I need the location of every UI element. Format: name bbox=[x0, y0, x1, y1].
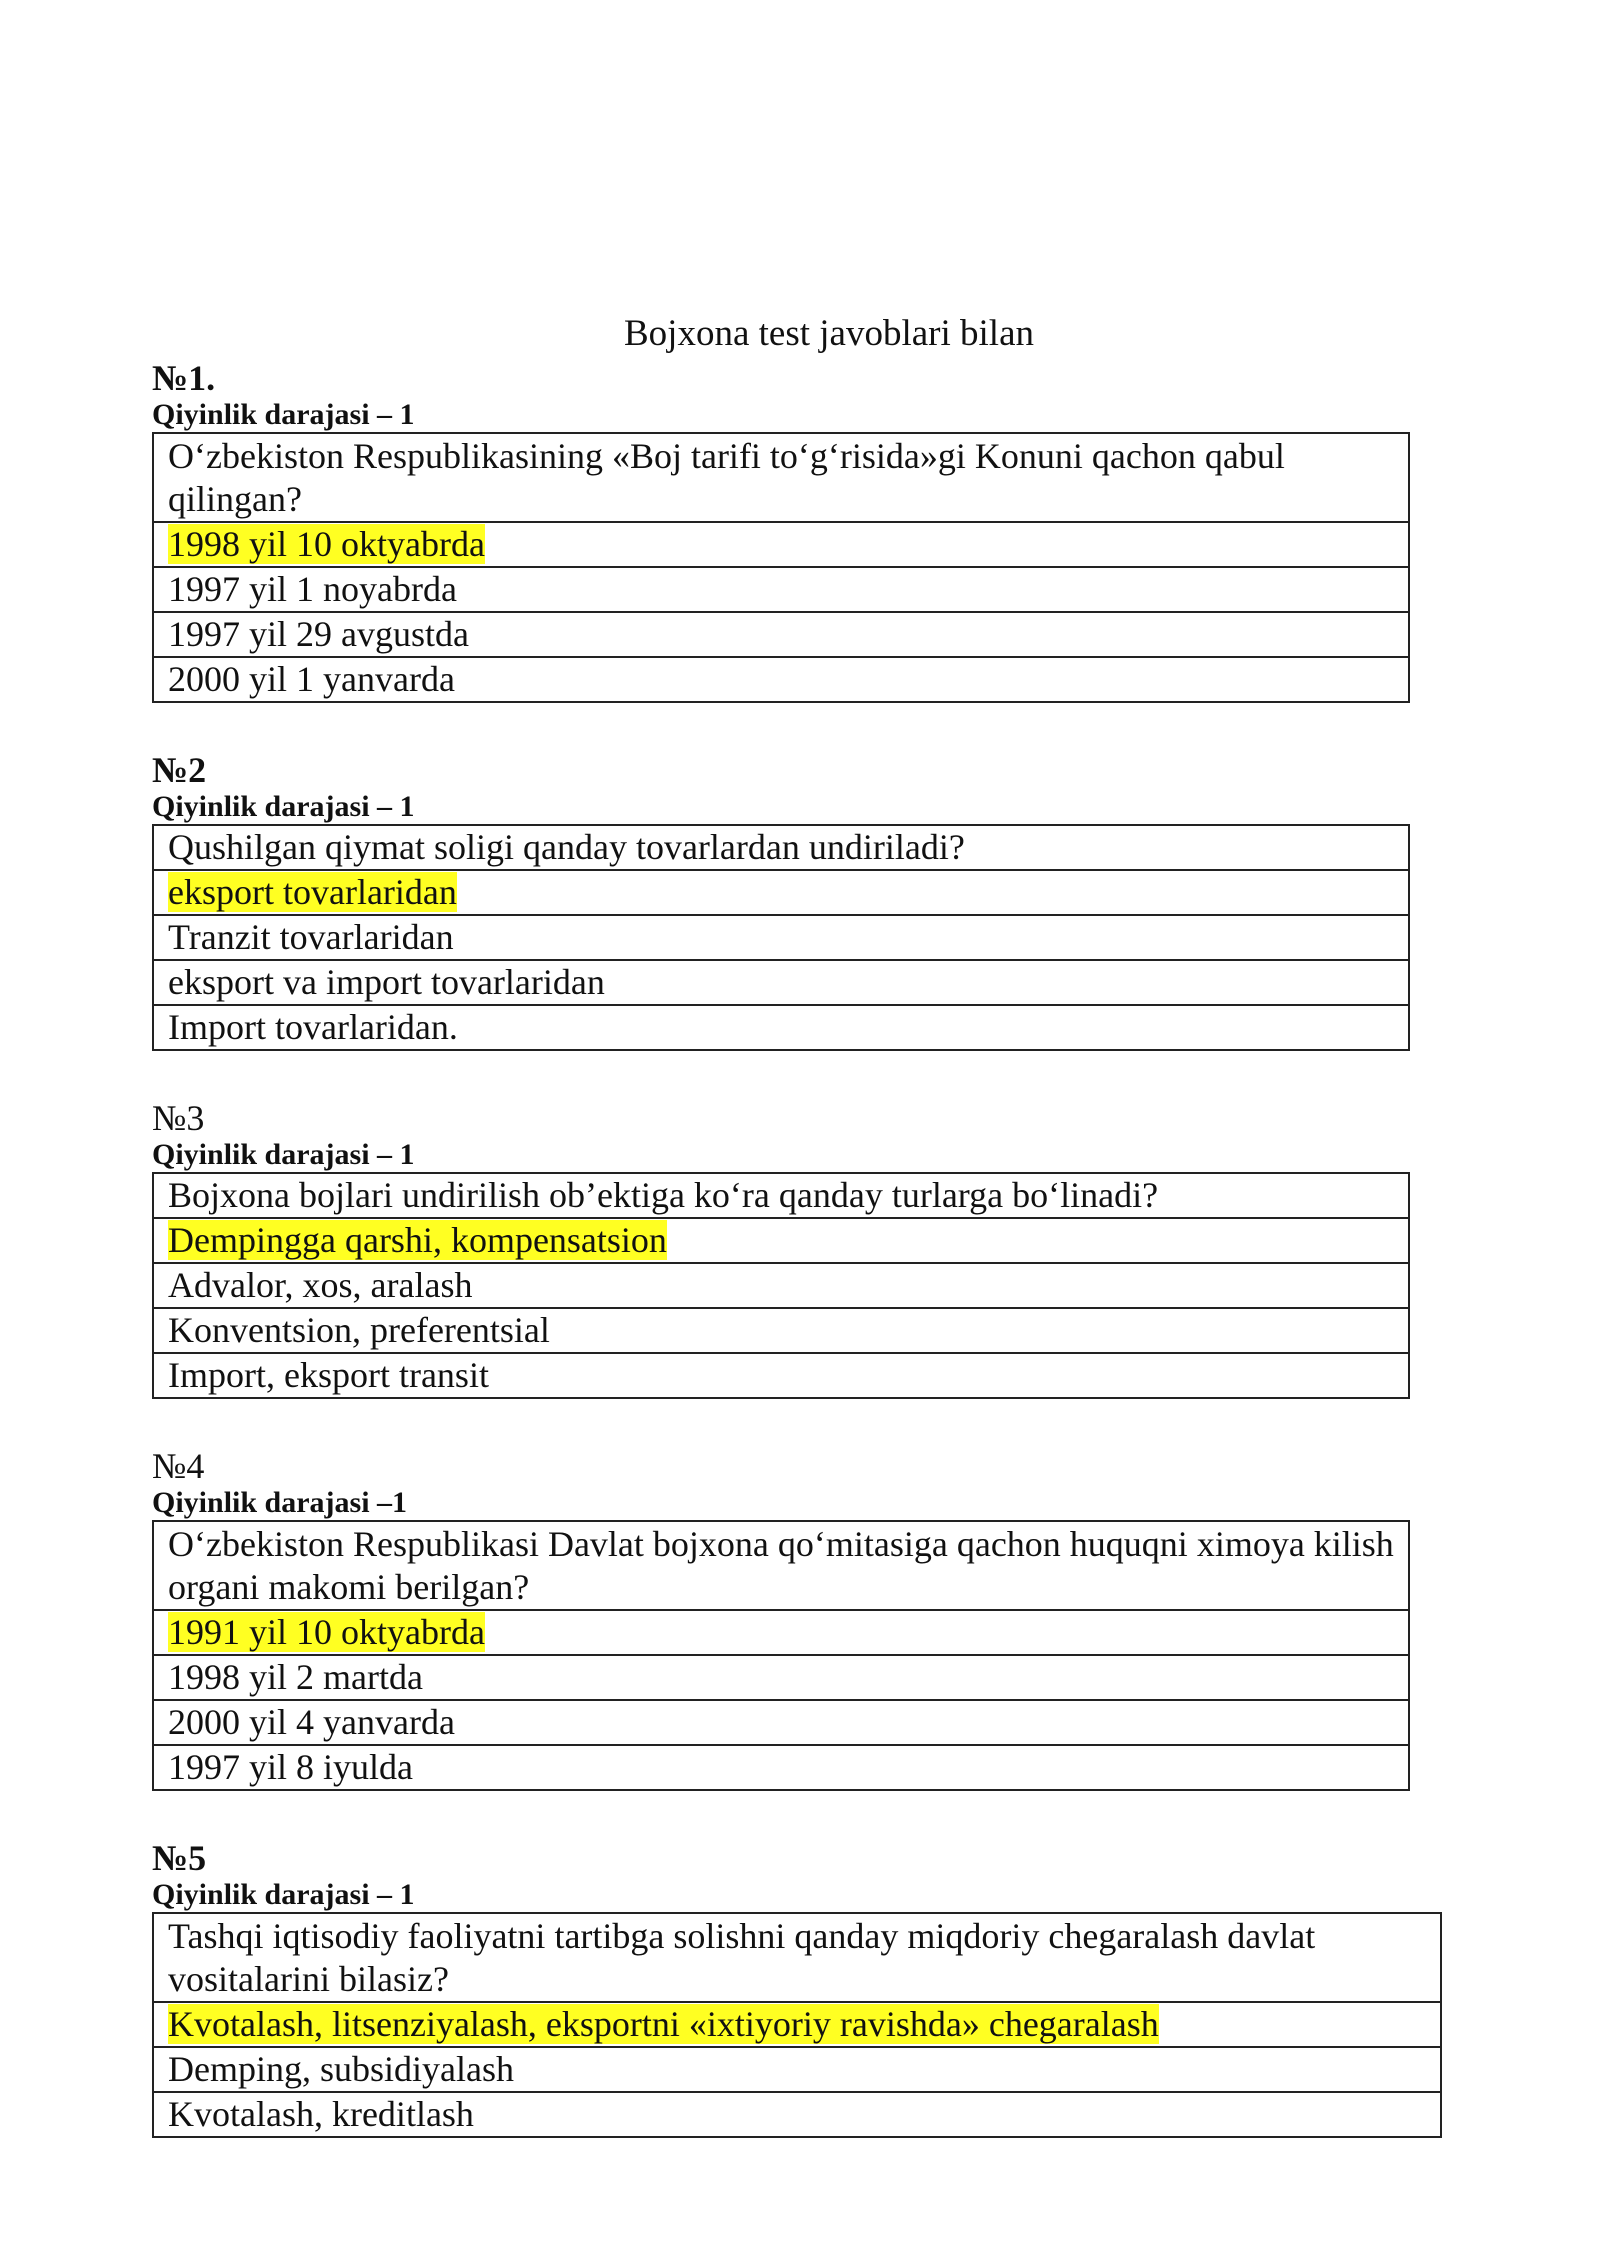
answer-row bbox=[153, 1353, 1409, 1398]
answer-cell bbox=[153, 1353, 1409, 1398]
answer-option: 1998 yil 2 martda bbox=[168, 1657, 423, 1697]
question-number: №5 bbox=[152, 1838, 207, 1878]
answer-row bbox=[153, 1655, 1409, 1700]
difficulty-level: Qiyinlik darajasi – 1 bbox=[152, 1878, 415, 1911]
answer-row bbox=[153, 567, 1409, 612]
answer-cell bbox=[153, 1700, 1409, 1745]
answer-option: Tranzit tovarlaridan bbox=[168, 917, 454, 957]
question-text: O‘zbekiston Respublikasining «Boj tarifi to‘g‘risida»gi Konuni qachon qabul qilingan? bbox=[153, 433, 1409, 522]
question-4 bbox=[152, 1446, 1410, 1791]
question-number: №3 bbox=[152, 1098, 205, 1138]
difficulty-level: Qiyinlik darajasi –1 bbox=[152, 1486, 408, 1519]
answer-cell bbox=[153, 657, 1409, 702]
question-text: Qushilgan qiymat soligi qanday tovarlardan undiriladi? bbox=[153, 825, 1409, 870]
answer-option: 1997 yil 1 noyabrda bbox=[168, 569, 457, 609]
answer-option: 2000 yil 1 yanvarda bbox=[168, 659, 455, 699]
question-number: №4 bbox=[152, 1446, 205, 1486]
answer-correct: Kvotalash, litsenziyalash, eksportni «ixtiyoriy ravishda» chegaralash bbox=[168, 2004, 1159, 2044]
question-number: №1. bbox=[152, 358, 216, 398]
question-5 bbox=[152, 1838, 1442, 2138]
difficulty-level: Qiyinlik darajasi – 1 bbox=[152, 1138, 415, 1171]
answer-cell bbox=[153, 1610, 1409, 1655]
answer-cell bbox=[153, 1655, 1409, 1700]
answer-cell bbox=[153, 567, 1409, 612]
answer-row bbox=[153, 522, 1409, 567]
answer-cell bbox=[153, 1745, 1409, 1790]
answer-correct: eksport tovarlaridan bbox=[168, 872, 457, 912]
answer-cell bbox=[153, 870, 1409, 915]
answer-row bbox=[153, 1308, 1409, 1353]
answer-correct: 1998 yil 10 oktyabrda bbox=[168, 524, 485, 564]
question-table bbox=[152, 1912, 1442, 2138]
answer-cell bbox=[153, 612, 1409, 657]
question-2 bbox=[152, 750, 1410, 1051]
answer-correct: 1991 yil 10 oktyabrda bbox=[168, 1612, 485, 1652]
difficulty-level: Qiyinlik darajasi – 1 bbox=[152, 398, 415, 431]
question-text: Bojxona bojlari undirilish ob’ektiga ko‘ra qanday turlarga bo‘linadi? bbox=[153, 1173, 1409, 1218]
answer-row bbox=[153, 1218, 1409, 1263]
answer-correct: Dempingga qarshi, kompensatsion bbox=[168, 1220, 667, 1260]
question-number: №2 bbox=[152, 750, 207, 790]
question-1 bbox=[152, 358, 1410, 703]
question-table bbox=[152, 432, 1410, 703]
answer-row bbox=[153, 2047, 1441, 2092]
question-row bbox=[153, 1521, 1409, 1610]
answer-option: 1997 yil 29 avgustda bbox=[168, 614, 469, 654]
answer-row bbox=[153, 612, 1409, 657]
answer-cell bbox=[153, 960, 1409, 1005]
question-row bbox=[153, 1913, 1441, 2002]
answer-cell bbox=[153, 1005, 1409, 1050]
question-table bbox=[152, 1520, 1410, 1791]
answer-cell bbox=[153, 2047, 1441, 2092]
answer-option: Import, eksport transit bbox=[168, 1355, 489, 1395]
answer-row bbox=[153, 960, 1409, 1005]
answer-row bbox=[153, 1263, 1409, 1308]
answer-row bbox=[153, 1700, 1409, 1745]
answer-cell bbox=[153, 2092, 1441, 2137]
answer-option: 2000 yil 4 yanvarda bbox=[168, 1702, 455, 1742]
answer-cell bbox=[153, 1218, 1409, 1263]
answer-cell bbox=[153, 2002, 1441, 2047]
question-3 bbox=[152, 1098, 1410, 1399]
answer-row bbox=[153, 2092, 1441, 2137]
answer-option: Konventsion, preferentsial bbox=[168, 1310, 550, 1350]
answer-option: Demping, subsidiyalash bbox=[168, 2049, 514, 2089]
answer-option: eksport va import tovarlaridan bbox=[168, 962, 605, 1002]
answer-row bbox=[153, 1005, 1409, 1050]
answer-row bbox=[153, 870, 1409, 915]
answer-row bbox=[153, 657, 1409, 702]
question-text: O‘zbekiston Respublikasi Davlat bojxona qo‘mitasiga qachon huquqni ximoya kilish organi makomi berilgan? bbox=[153, 1521, 1409, 1610]
answer-option: 1997 yil 8 iyulda bbox=[168, 1747, 413, 1787]
answer-row bbox=[153, 915, 1409, 960]
answer-option: Import tovarlaridan. bbox=[168, 1007, 458, 1047]
answer-cell bbox=[153, 915, 1409, 960]
question-row bbox=[153, 433, 1409, 522]
question-table bbox=[152, 824, 1410, 1051]
difficulty-level: Qiyinlik darajasi – 1 bbox=[152, 790, 415, 823]
answer-option: Advalor, xos, aralash bbox=[168, 1265, 473, 1305]
document-title: Bojxona test javoblari bilan bbox=[624, 313, 1034, 354]
question-row bbox=[153, 1173, 1409, 1218]
answer-cell bbox=[153, 1308, 1409, 1353]
answer-row bbox=[153, 1745, 1409, 1790]
answer-row bbox=[153, 1610, 1409, 1655]
question-text: Tashqi iqtisodiy faoliyatni tartibga solishni qanday miqdoriy chegaralash davlat vositalarini bilasiz? bbox=[153, 1913, 1441, 2002]
answer-option: Kvotalash, kreditlash bbox=[168, 2094, 474, 2134]
answer-cell bbox=[153, 1263, 1409, 1308]
question-row bbox=[153, 825, 1409, 870]
question-table bbox=[152, 1172, 1410, 1399]
answer-cell bbox=[153, 522, 1409, 567]
answer-row bbox=[153, 2002, 1441, 2047]
